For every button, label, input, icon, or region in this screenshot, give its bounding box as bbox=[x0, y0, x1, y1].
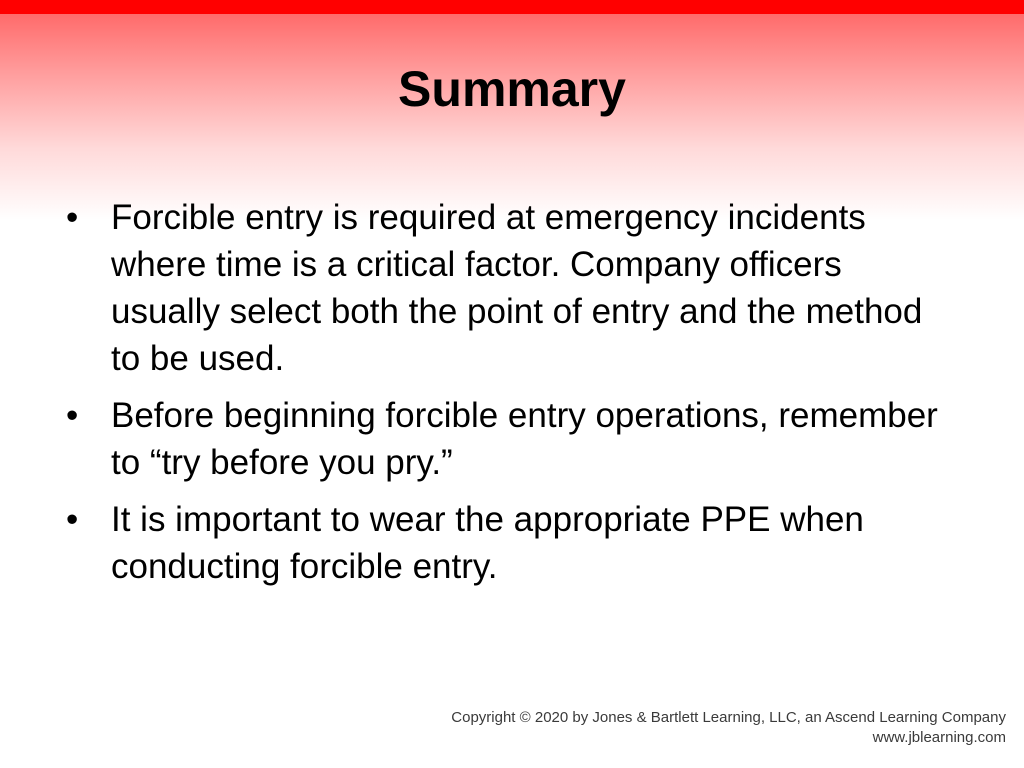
bullet-item bbox=[66, 194, 946, 382]
bullet-list bbox=[66, 194, 946, 600]
bullet-icon: • bbox=[66, 198, 79, 237]
bullet-icon: • bbox=[66, 396, 79, 435]
bullet-item bbox=[66, 392, 946, 486]
copyright-text: Copyright © 2020 by Jones & Bartlett Learning, LLC, an Ascend Learning Company bbox=[451, 709, 1006, 726]
bullet-text: Before beginning forcible entry operations, remember to “try before you pry.” bbox=[111, 396, 938, 482]
bullet-icon: • bbox=[66, 500, 79, 539]
footer bbox=[451, 708, 1006, 748]
bullet-item bbox=[66, 496, 946, 590]
website-link: www.jblearning.com bbox=[872, 729, 1006, 746]
slide-title: Summary bbox=[398, 61, 626, 117]
bullet-text: It is important to wear the appropriate PPE when conducting forcible entry. bbox=[111, 500, 864, 586]
bullet-text: Forcible entry is required at emergency incidents where time is a critical factor. Company officers usually select both the point of entry and the method to be used. bbox=[111, 198, 923, 378]
top-accent-bar bbox=[0, 0, 1024, 14]
